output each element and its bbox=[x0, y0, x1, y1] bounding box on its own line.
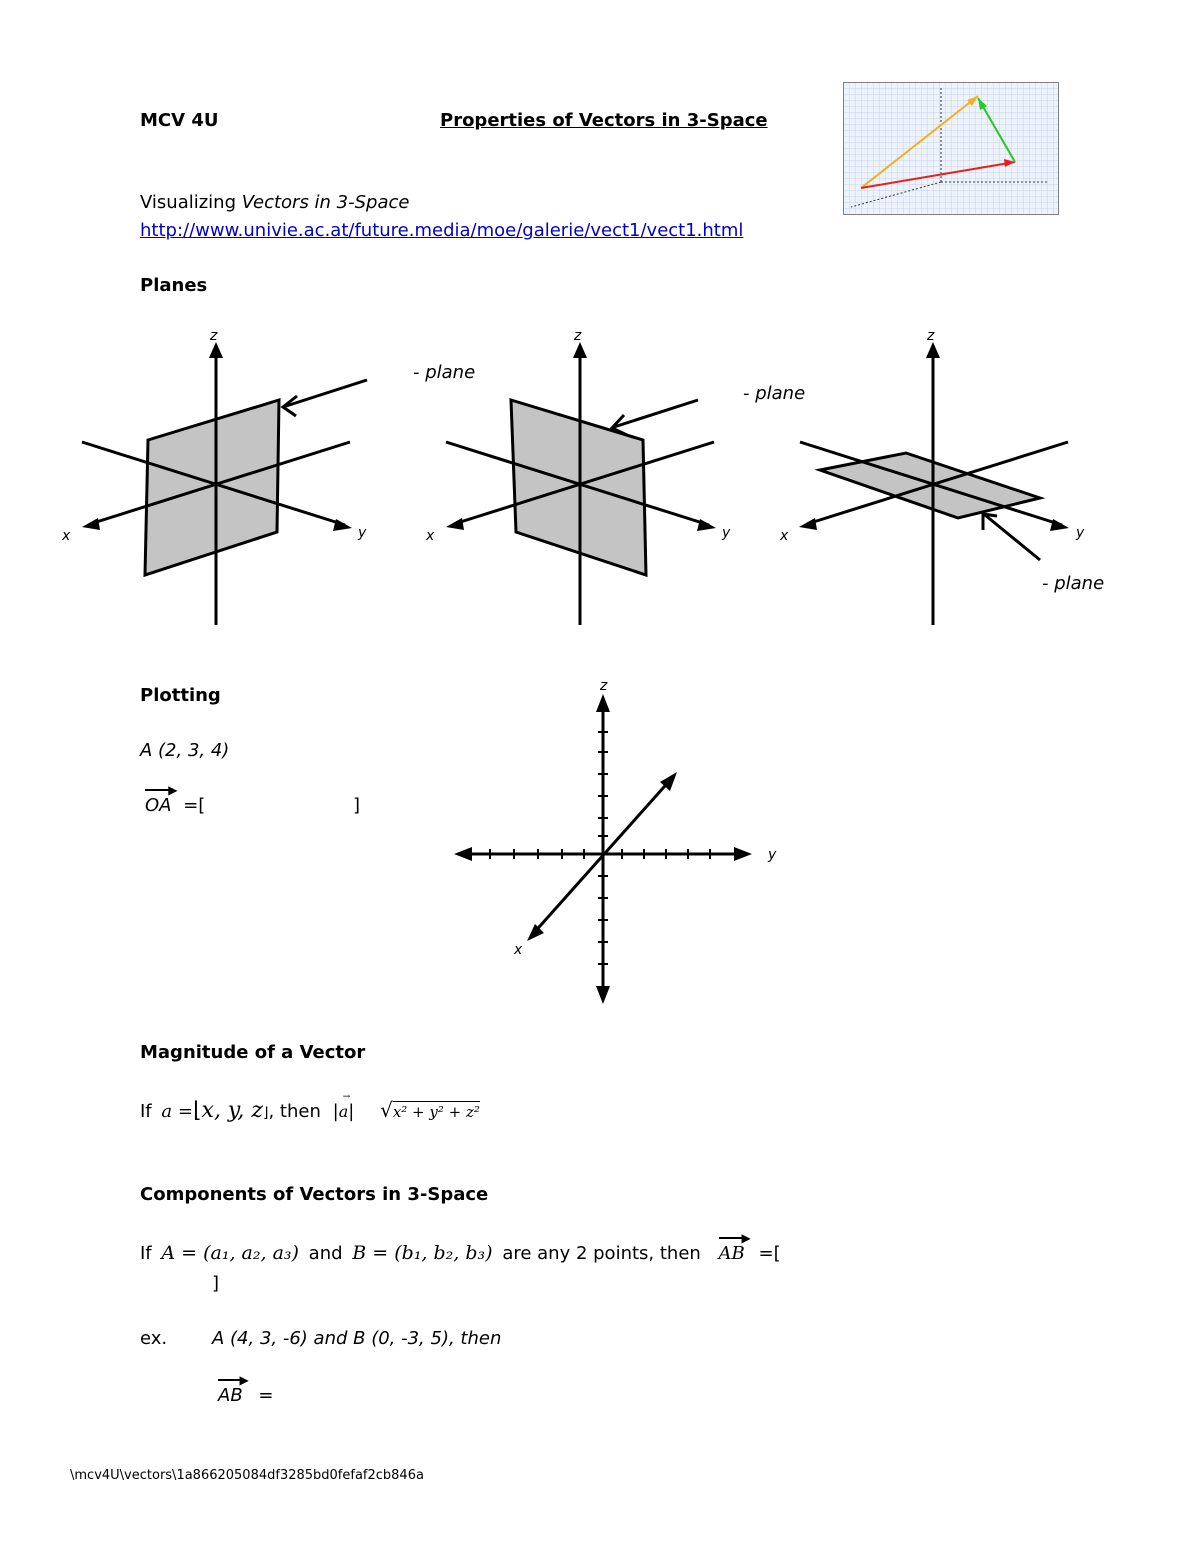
sqrt-expression: x² + y² + z² bbox=[392, 1103, 480, 1121]
plane-label-2: - plane bbox=[743, 383, 806, 404]
footer-path: \mcv4U\vectors\1a866205084df3285bd0fefaf2cb846a bbox=[70, 1468, 424, 1483]
visualizing-prefix: Visualizing bbox=[140, 192, 242, 213]
axis-z-label: z bbox=[574, 328, 582, 344]
axis-y-label: y bbox=[768, 847, 777, 863]
plane-label-1: - plane bbox=[413, 362, 476, 383]
plane-diagram-2 bbox=[400, 320, 800, 640]
axis-z-label: z bbox=[927, 328, 935, 344]
xyz-components: x, y, z bbox=[201, 1098, 264, 1123]
if-word: If bbox=[140, 1101, 152, 1122]
vector-thumbnail-image bbox=[843, 82, 1059, 215]
oa-vector-label: OA bbox=[145, 795, 172, 816]
abs-a-label: a bbox=[338, 1102, 349, 1121]
plotting-heading: Plotting bbox=[140, 685, 221, 706]
example-equals: = bbox=[258, 1385, 274, 1406]
point-a: A (2, 3, 4) bbox=[140, 740, 230, 761]
axis-z-label: z bbox=[210, 328, 218, 344]
components-heading: Components of Vectors in 3-Space bbox=[140, 1184, 489, 1205]
components-tail: are any 2 points, then bbox=[502, 1243, 701, 1264]
axis-y-label: y bbox=[722, 525, 731, 541]
example-ab-label: AB bbox=[218, 1385, 243, 1406]
ab-vector-label: AB bbox=[718, 1243, 745, 1264]
axis-x-label: x bbox=[62, 528, 71, 544]
ab-equals: =[ bbox=[758, 1243, 781, 1264]
axis-x-label: x bbox=[426, 528, 435, 544]
plotting-point bbox=[140, 740, 229, 761]
example-ab-vector: ▶ AB bbox=[218, 1373, 249, 1406]
axis-x-label: x bbox=[514, 942, 523, 958]
visualizing-line bbox=[140, 192, 409, 213]
then-word: , then bbox=[268, 1101, 321, 1122]
axis-y-label: y bbox=[1076, 525, 1085, 541]
oa-vector-line bbox=[145, 783, 206, 816]
magnitude-formula: If a =⌊x, y, z⌋, then | → a| √x² + y² + z² bbox=[140, 1092, 480, 1123]
axis-z-label: z bbox=[600, 678, 608, 694]
components-close-bracket: ] bbox=[212, 1273, 220, 1294]
plane-label-3: - plane bbox=[1042, 573, 1105, 594]
point-a-definition: A = (a₁, a₂, a₃) bbox=[161, 1242, 299, 1264]
point-b-definition: B = (b₁, b₂, b₃) bbox=[352, 1242, 493, 1264]
example-ab-line bbox=[218, 1373, 274, 1406]
a-equals: a = bbox=[161, 1101, 193, 1122]
planes-heading: Planes bbox=[140, 275, 208, 296]
visualizing-italic: Vectors in 3-Space bbox=[241, 192, 410, 213]
oa-equals: =[ bbox=[183, 795, 206, 816]
oa-close-bracket: ] bbox=[353, 795, 361, 816]
abs-a-vector: → a bbox=[338, 1092, 351, 1121]
simulation-link[interactable]: http://www.univie.ac.at/future.media/moe/galerie/vect1/vect1.html bbox=[140, 220, 744, 241]
if-word: If bbox=[140, 1243, 152, 1264]
course-code: MCV 4U bbox=[140, 110, 219, 131]
example-label: ex. bbox=[140, 1328, 168, 1349]
oa-vector: ▶ OA bbox=[145, 783, 178, 816]
and-word: and bbox=[308, 1243, 343, 1264]
ab-vector: ▶ AB bbox=[718, 1231, 751, 1264]
plane-diagram-3 bbox=[780, 320, 1200, 640]
components-formula bbox=[140, 1231, 781, 1264]
axis-y-label: y bbox=[358, 525, 367, 541]
plane-diagram-1 bbox=[0, 320, 400, 640]
magnitude-heading: Magnitude of a Vector bbox=[140, 1042, 366, 1063]
page-title: Properties of Vectors in 3-Space bbox=[440, 110, 768, 131]
example-statement: A (4, 3, -6) and B (0, -3, 5), then bbox=[212, 1328, 502, 1349]
axis-x-label: x bbox=[780, 528, 789, 544]
plotting-axes bbox=[440, 680, 800, 1010]
